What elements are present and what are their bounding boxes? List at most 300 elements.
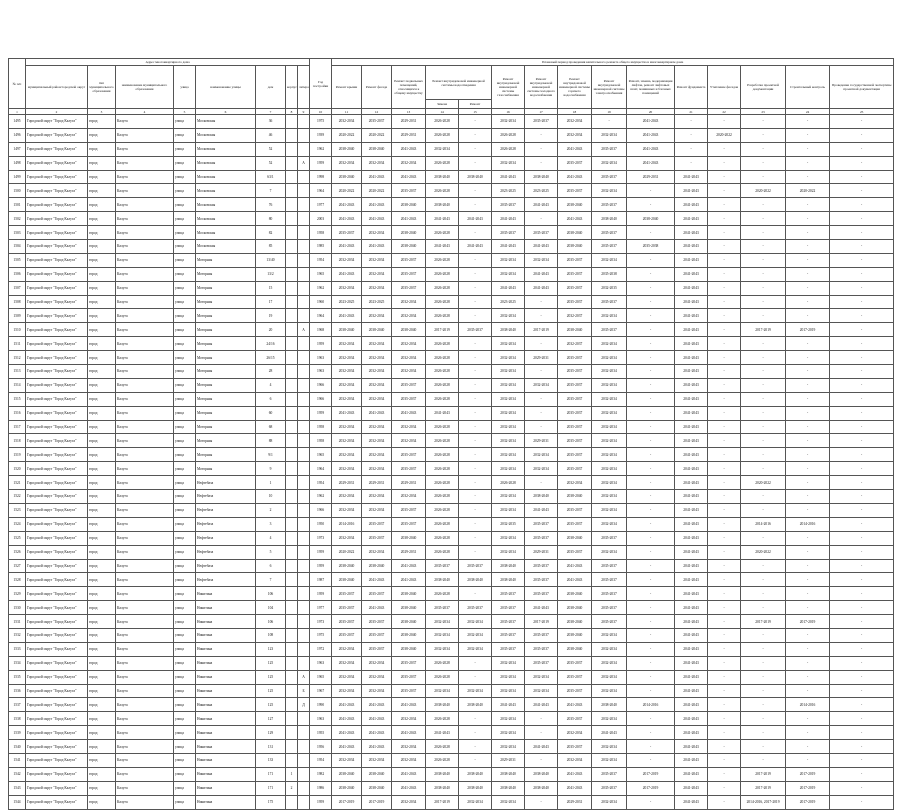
table-cell	[298, 573, 310, 587]
table-cell: Калуга	[116, 573, 174, 587]
table-cell: 2041-2043	[675, 767, 708, 781]
table-cell: -	[708, 573, 741, 587]
table-cell: Московская	[196, 128, 256, 142]
table-cell: 2032-2034	[362, 267, 392, 281]
table-cell: 171	[256, 767, 286, 781]
table-cell: -	[675, 142, 708, 156]
table-cell: 2026-2028	[426, 184, 459, 198]
table-cell: 2041-2043	[392, 170, 426, 184]
table-cell: 2032-2034	[332, 656, 362, 670]
table-cell: -	[741, 448, 786, 462]
table-cell: 1967	[310, 684, 332, 698]
table-cell: -	[830, 212, 894, 226]
table-cell: город	[88, 226, 116, 240]
table-cell: 2017-2019	[525, 615, 558, 629]
table-cell: -	[786, 670, 830, 684]
table-cell: 2041-2043	[362, 406, 392, 420]
table-cell: 2023-2025	[332, 295, 362, 309]
table-cell: 2041-2043	[627, 142, 675, 156]
table-cell: 2	[256, 503, 286, 517]
table-cell: улица	[174, 503, 196, 517]
table-cell: 2038-2040	[459, 767, 492, 781]
table-cell: 2038-2040	[392, 628, 426, 642]
table-cell: 2038-2040	[558, 642, 592, 656]
table-cell: 1509	[9, 309, 26, 323]
table-cell: 1958	[310, 226, 332, 240]
table-cell: 2038-2040	[558, 615, 592, 629]
table-cell: -	[786, 490, 830, 504]
table-cell: 2032-2034	[592, 420, 627, 434]
table-cell: 2038-2040	[525, 767, 558, 781]
table-cell: 26/15	[256, 351, 286, 365]
table-cell: 1966	[310, 378, 332, 392]
col-number: 4	[116, 109, 174, 115]
table-cell: 2038-2040	[492, 559, 525, 573]
table-cell: 2035-2037	[592, 767, 627, 781]
table-cell: Городской округ "Город Калуга"	[26, 351, 88, 365]
table-cell	[298, 740, 310, 754]
table-cell: -	[627, 656, 675, 670]
table-cell: Никитина	[196, 795, 256, 809]
table-cell: 2032-2034	[332, 253, 362, 267]
table-cell	[298, 212, 310, 226]
table-cell: 2035-2037	[392, 656, 426, 670]
table-cell: 1964	[310, 462, 332, 476]
table-cell: Б	[298, 684, 310, 698]
table-cell: 2035-2037	[558, 448, 592, 462]
table-cell: Нефтебаза	[196, 476, 256, 490]
table-cell: 2026-2028	[426, 740, 459, 754]
table-row	[9, 545, 894, 559]
table-cell: 1526	[9, 545, 26, 559]
table-cell: Калуга	[116, 378, 174, 392]
table-cell: 2035-2037	[392, 378, 426, 392]
table-cell: 2035-2037	[362, 517, 392, 531]
table-cell: 2032-2034	[492, 490, 525, 504]
table-cell	[298, 392, 310, 406]
table-cell: -	[459, 587, 492, 601]
table-cell: 125	[256, 656, 286, 670]
table-cell: -	[708, 406, 741, 420]
table-cell: 2020-2022	[332, 184, 362, 198]
table-cell: Никитина	[196, 712, 256, 726]
table-cell: 1965	[310, 670, 332, 684]
table-cell: 2035-2037	[392, 448, 426, 462]
table-cell: -	[525, 337, 558, 351]
table-cell: 1972	[310, 642, 332, 656]
table-cell: 2026-2028	[426, 281, 459, 295]
table-cell: 2029-2031	[525, 434, 558, 448]
table-cell: -	[830, 281, 894, 295]
table-cell: 2041-2043	[675, 684, 708, 698]
table-cell: 2041-2043	[675, 184, 708, 198]
table-cell: 2032-2034	[362, 503, 392, 517]
table-cell: -	[786, 628, 830, 642]
table-cell: 2041-2043	[392, 212, 426, 226]
table-cell: 2041-2043	[558, 559, 592, 573]
col-number: 7	[256, 109, 286, 115]
table-cell: 2032-2034	[362, 226, 392, 240]
table-cell: 2032-2034	[392, 712, 426, 726]
table-cell: 1540	[9, 740, 26, 754]
table-cell: -	[741, 351, 786, 365]
table-cell: 2032-2034	[592, 462, 627, 476]
table-cell: 2026-2028	[426, 462, 459, 476]
table-cell: -	[830, 795, 894, 809]
table-cell: Калуга	[116, 642, 174, 656]
col-number: 15	[459, 109, 492, 115]
table-cell: улица	[174, 115, 196, 129]
table-cell: Калуга	[116, 212, 174, 226]
table-cell: 2032-2034	[492, 406, 525, 420]
table-cell: 2041-2043	[525, 198, 558, 212]
table-cell: 1528	[9, 573, 26, 587]
table-cell: 2032-2034	[426, 142, 459, 156]
table-cell: 2035-2037	[558, 420, 592, 434]
table-cell	[286, 462, 298, 476]
table-row	[9, 226, 894, 240]
table-cell: Калуга	[116, 309, 174, 323]
table-cell: 2023-2025	[362, 295, 392, 309]
table-cell: -	[708, 420, 741, 434]
table-row	[9, 240, 894, 254]
table-cell: 1519	[9, 448, 26, 462]
table-cell: улица	[174, 545, 196, 559]
table-cell: Калуга	[116, 295, 174, 309]
table-cell	[286, 253, 298, 267]
table-cell: Нефтебаза	[196, 545, 256, 559]
table-cell: улица	[174, 476, 196, 490]
table-cell: город	[88, 531, 116, 545]
table-cell: 2041-2043	[525, 698, 558, 712]
table-row	[9, 281, 894, 295]
table-cell: -	[708, 545, 741, 559]
table-cell: 1533	[9, 642, 26, 656]
table-cell: Городской округ "Город Калуга"	[26, 365, 88, 379]
table-cell: -	[830, 503, 894, 517]
table-cell: 2041-2043	[675, 392, 708, 406]
table-cell: -	[786, 128, 830, 142]
table-cell: улица	[174, 420, 196, 434]
table-cell: -	[741, 434, 786, 448]
table-cell: 2038-2040	[426, 698, 459, 712]
table-cell: 2032-2034	[492, 253, 525, 267]
table-cell: 2035-2037	[492, 198, 525, 212]
table-cell: 2041-2043	[675, 406, 708, 420]
table-cell: 2035-2037	[426, 559, 459, 573]
table-cell: -	[627, 378, 675, 392]
table-cell: -	[708, 517, 741, 531]
table-cell: 1510	[9, 323, 26, 337]
col-header-9: Год постройки	[310, 59, 332, 109]
table-cell: город	[88, 378, 116, 392]
table-cell: 2032-2034	[392, 420, 426, 434]
table-cell: 2032-2034	[392, 156, 426, 170]
table-cell: 1975	[310, 628, 332, 642]
table-cell: Никитина	[196, 740, 256, 754]
table-cell: 2032-2034	[332, 365, 362, 379]
table-cell: 2032-2034	[392, 351, 426, 365]
table-cell: 2038-2040	[392, 642, 426, 656]
table-cell: 2041-2043	[525, 267, 558, 281]
table-cell	[286, 684, 298, 698]
table-cell: 13/40	[256, 253, 286, 267]
table-cell: 2041-2043	[392, 142, 426, 156]
table-cell: Калуга	[116, 128, 174, 142]
table-cell: -	[741, 503, 786, 517]
table-cell: 2038-2040	[558, 531, 592, 545]
table-cell: 2017-2019	[525, 323, 558, 337]
table-cell: 2041-2043	[675, 503, 708, 517]
table-cell: 2035-2037	[332, 587, 362, 601]
table-cell: Никитина	[196, 587, 256, 601]
table-cell	[286, 726, 298, 740]
table-cell: 2035-2037	[592, 323, 627, 337]
table-cell: 2032-2034	[592, 434, 627, 448]
table-cell: город	[88, 448, 116, 462]
col-number: 6	[196, 109, 256, 115]
table-cell: -	[786, 406, 830, 420]
table-cell: 1511	[9, 337, 26, 351]
table-cell: 2035-2037	[362, 115, 392, 129]
table-row	[9, 656, 894, 670]
table-cell: 2041-2043	[558, 781, 592, 795]
table-cell: -	[459, 365, 492, 379]
table-cell: -	[830, 365, 894, 379]
table-cell: 2041-2043	[675, 573, 708, 587]
sub-header-replace: Замена	[426, 100, 459, 109]
table-cell: -	[459, 753, 492, 767]
table-cell: 2035-2037	[558, 517, 592, 531]
table-cell: улица	[174, 198, 196, 212]
table-cell: 1963	[310, 712, 332, 726]
table-cell: 106	[256, 587, 286, 601]
table-cell: -	[708, 628, 741, 642]
table-row	[9, 698, 894, 712]
table-cell: -	[708, 156, 741, 170]
table-cell: -	[786, 378, 830, 392]
table-cell: -	[627, 337, 675, 351]
table-cell: 2032-2034	[592, 309, 627, 323]
table-cell: 1959	[310, 156, 332, 170]
table-cell: 2038-2040	[392, 587, 426, 601]
table-cell: 2032-2034	[362, 392, 392, 406]
table-cell: город	[88, 253, 116, 267]
table-cell: город	[88, 198, 116, 212]
table-cell: Калуга	[116, 115, 174, 129]
table-cell: -	[708, 337, 741, 351]
table-cell: 1529	[9, 587, 26, 601]
table-cell: -	[830, 601, 894, 615]
table-cell: -	[708, 295, 741, 309]
table-cell: -	[525, 392, 558, 406]
table-cell: 2041-2043	[362, 170, 392, 184]
table-cell: 2032-2034	[459, 795, 492, 809]
table-cell: -	[786, 642, 830, 656]
table-cell: -	[830, 767, 894, 781]
table-cell: Городской округ "Город Калуга"	[26, 753, 88, 767]
table-cell: Городской округ "Город Калуга"	[26, 309, 88, 323]
table-cell: 1966	[310, 392, 332, 406]
table-cell: 2032-2034	[592, 406, 627, 420]
table-cell: -	[830, 295, 894, 309]
table-cell	[298, 267, 310, 281]
table-cell: -	[741, 462, 786, 476]
repair-schedule-table	[8, 58, 894, 810]
table-cell: 2020-2022	[332, 128, 362, 142]
table-cell: 2041-2043	[675, 295, 708, 309]
table-cell: 2026-2028	[426, 753, 459, 767]
table-cell: 2035-2037	[558, 295, 592, 309]
table-cell: 2017-2019	[786, 795, 830, 809]
table-cell: улица	[174, 337, 196, 351]
table-cell: -	[741, 156, 786, 170]
table-cell: 2032-2034	[332, 462, 362, 476]
table-cell: 6	[256, 392, 286, 406]
table-cell: 125	[256, 698, 286, 712]
table-row	[9, 573, 894, 587]
table-cell: улица	[174, 601, 196, 615]
table-cell: 4	[256, 531, 286, 545]
col-header-17: Ремонт внутридомовой инженерной системы горячего водоснабжения	[558, 66, 592, 109]
table-cell: 2041-2043	[332, 740, 362, 754]
table-cell: улица	[174, 670, 196, 684]
table-cell: улица	[174, 378, 196, 392]
table-cell: город	[88, 615, 116, 629]
table-cell: 2035-2037	[392, 267, 426, 281]
table-cell: Калуга	[116, 531, 174, 545]
table-cell	[286, 128, 298, 142]
table-cell	[286, 490, 298, 504]
table-cell: Городской округ "Город Калуга"	[26, 115, 88, 129]
table-cell: Городской округ "Город Калуга"	[26, 226, 88, 240]
table-cell: 2041-2043	[332, 712, 362, 726]
table-cell: 2032-2034	[592, 517, 627, 531]
table-cell: 2026-2028	[426, 420, 459, 434]
table-cell	[286, 337, 298, 351]
table-cell: 2038-2040	[426, 767, 459, 781]
table-cell: 2026-2028	[426, 656, 459, 670]
table-cell: 2041-2043	[675, 795, 708, 809]
table-cell: Моторная	[196, 365, 256, 379]
table-cell: 2032-2034	[592, 448, 627, 462]
table-cell: -	[786, 226, 830, 240]
table-cell: 108	[256, 628, 286, 642]
table-cell: 2032-2034	[592, 337, 627, 351]
table-row	[9, 670, 894, 684]
table-cell: Калуга	[116, 740, 174, 754]
table-cell: -	[627, 420, 675, 434]
table-cell: -	[830, 406, 894, 420]
table-cell: город	[88, 156, 116, 170]
table-cell: 2035-2037	[558, 406, 592, 420]
table-cell: -	[741, 365, 786, 379]
table-cell: 2035-2037	[558, 392, 592, 406]
table-cell: 2032-2034	[459, 628, 492, 642]
col-number: 10	[310, 109, 332, 115]
table-cell: -	[459, 490, 492, 504]
table-cell: 2041-2043	[627, 128, 675, 142]
table-cell: 2035-2037	[558, 267, 592, 281]
table-cell: -	[830, 198, 894, 212]
table-cell: 2032-2034	[492, 309, 525, 323]
table-cell	[286, 392, 298, 406]
table-cell: 2041-2043	[492, 240, 525, 254]
table-cell: 1501	[9, 198, 26, 212]
table-cell: -	[830, 615, 894, 629]
table-cell: -	[786, 253, 830, 267]
table-cell: -	[708, 309, 741, 323]
table-cell: город	[88, 240, 116, 254]
table-cell	[286, 115, 298, 129]
table-row	[9, 642, 894, 656]
table-cell: 2041-2043	[675, 267, 708, 281]
table-cell: 2041-2043	[675, 337, 708, 351]
table-cell: 2038-2040	[459, 698, 492, 712]
table-cell: 2038-2040	[492, 767, 525, 781]
table-cell: 1973	[310, 615, 332, 629]
group-header-works: Плановый период проведения капитального ремонта общего имущества в многоквартирном доме	[332, 59, 894, 66]
table-cell: -	[830, 545, 894, 559]
table-row	[9, 601, 894, 615]
table-cell: -	[459, 712, 492, 726]
table-cell: 106	[256, 615, 286, 629]
table-cell	[286, 281, 298, 295]
table-cell: 2032-2034	[332, 490, 362, 504]
table-cell	[298, 448, 310, 462]
table-cell: 2032-2034	[492, 392, 525, 406]
table-cell: 2035-2037	[525, 642, 558, 656]
table-cell: -	[741, 712, 786, 726]
table-cell: 2032-2034	[362, 420, 392, 434]
table-cell: 2032-2034	[492, 545, 525, 559]
table-cell: улица	[174, 559, 196, 573]
table-cell	[286, 476, 298, 490]
table-cell: 2041-2043	[675, 656, 708, 670]
table-cell: 2038-2040	[332, 781, 362, 795]
table-cell: 2026-2028	[426, 309, 459, 323]
table-cell: 7	[256, 184, 286, 198]
table-cell: -	[830, 490, 894, 504]
table-cell: -	[830, 712, 894, 726]
col-header-0: № п/п	[9, 59, 26, 109]
table-cell: Московская	[196, 142, 256, 156]
table-cell: -	[627, 628, 675, 642]
table-cell: 2041-2043	[392, 406, 426, 420]
table-cell: -	[627, 642, 675, 656]
table-cell: -	[830, 434, 894, 448]
table-cell: 2041-2043	[362, 240, 392, 254]
table-cell	[298, 351, 310, 365]
table-cell: 1507	[9, 281, 26, 295]
table-cell: -	[741, 628, 786, 642]
table-cell: 1987	[310, 573, 332, 587]
table-cell: Нефтебаза	[196, 517, 256, 531]
table-cell: -	[830, 170, 894, 184]
table-cell: -	[830, 698, 894, 712]
table-cell: 2035-2037	[558, 670, 592, 684]
table-cell: 2041-2043	[675, 309, 708, 323]
table-cell: Калуга	[116, 337, 174, 351]
table-cell: 2032-2034	[332, 392, 362, 406]
table-cell: Калуга	[116, 462, 174, 476]
col-number: 25	[830, 109, 894, 115]
col-number: 8	[286, 109, 298, 115]
table-cell: 2038-2040	[392, 601, 426, 615]
table-cell: 2035-2037	[525, 656, 558, 670]
table-cell	[298, 642, 310, 656]
table-cell: Калуга	[116, 142, 174, 156]
